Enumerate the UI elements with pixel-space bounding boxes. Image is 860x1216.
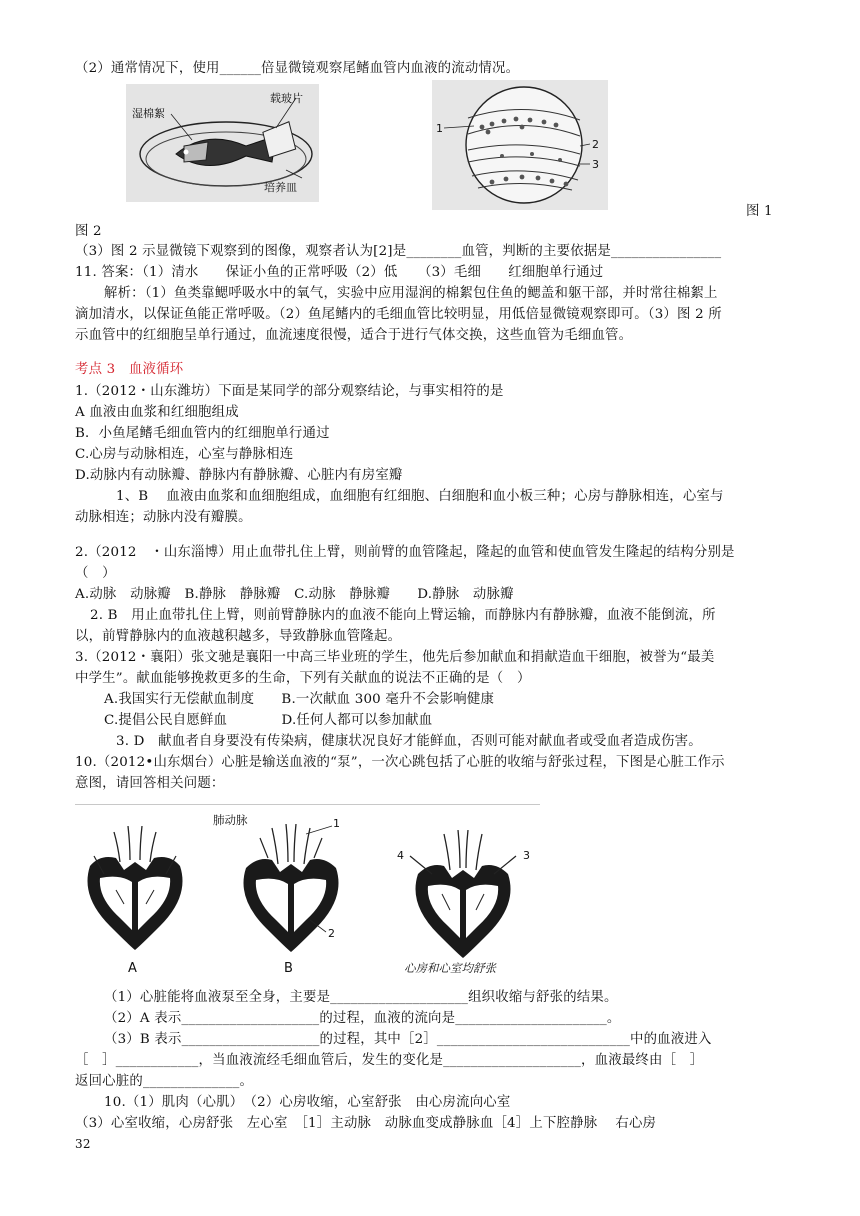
q10-part-2: （2）A 表示____________________的过程，血液的流向是______________________。: [104, 1011, 621, 1026]
q3b-answer: 3. D 献血者自身要没有传染病，健康状况良好才能鲜血，否则可能对献血者或受血者造成伤害。: [116, 734, 702, 749]
q1-answer-line-1: 1、B 血液由血浆和血细胞组成，血细胞有红细胞、白细胞和血小板三种；心房与静脉相连，心室与: [116, 489, 724, 504]
q1-option-b: B．小鱼尾鳍毛细血管内的红细胞单行通过: [75, 426, 330, 441]
q10-part-3-line-2: ［ ］____________，当血液流经毛细血管后，发生的变化是____________________，血液最终由［ ］: [75, 1053, 704, 1068]
heart-label-3: 3: [523, 849, 530, 862]
q10-answer-line-2: （3）心室收缩，心房舒张 左心室 ［1］主动脉 动脉血变成静脉血［4］上下腔静脉 右心房: [75, 1116, 657, 1131]
q1-option-c: C.心房与动脉相连，心室与静脉相连: [75, 447, 294, 462]
divider-line: [75, 804, 540, 805]
figure-2-caption: 图 2: [75, 224, 102, 239]
q3b-options-ab: A.我国实行无偿献血制度 B.一次献血 300 毫升不会影响健康: [104, 692, 495, 707]
explanation-11-line-2: 滴加清水，以保证鱼能正常呼吸。（2）鱼尾鳍内的毛细血管比较明显，用低倍显微镜观察即可。（3）图 2 所: [75, 307, 722, 322]
q10-part-3-line-3: 返回心脏的______________。: [75, 1074, 254, 1089]
q10-answer-line-1: 10.（1）肌肉（心肌） （2）心房收缩，心室舒张 由心房流向心室: [104, 1095, 511, 1110]
label-2: 2: [592, 138, 599, 151]
q1-option-a: A 血液由血浆和红细胞组成: [75, 405, 239, 420]
figure-1-caption: 图 1: [746, 204, 773, 219]
q2b-answer-line-1: 2. B 用止血带扎住上臂，则前臂静脉内的血液不能向上臂运输，而静脉内有静脉瓣，血液不能倒流，所: [90, 608, 716, 623]
label-pulmonary-artery: 肺动脉: [213, 813, 248, 827]
section-title: 考点 3 血液循环: [75, 362, 184, 377]
q1-answer-line-2: 动脉相连；动脉内没有瓣膜。: [75, 510, 252, 525]
question-2-line: （2）通常情况下，使用______倍显微镜观察尾鳍血管内血液的流动情况。: [75, 61, 520, 76]
q10-stem-line-2: 意图，请回答相关问题：: [75, 776, 225, 791]
label-1: 1: [436, 122, 443, 135]
q2b-options: A.动脉 动脉瓣 B.静脉 静脉瓣 C.动脉 静脉瓣 D.静脉 动脉瓣: [75, 587, 514, 602]
heart-label-2: 2: [328, 927, 335, 940]
answer-11: 11. 答案：（1）清水 保证小鱼的正常呼吸（2）低 （3）毛细 红细胞单行通过: [75, 265, 604, 280]
q3b-options-cd: C.提倡公民自愿鲜血 D.任何人都可以参加献血: [104, 713, 433, 728]
microscope-view-figure: [432, 80, 608, 210]
heart-label-b: B: [284, 961, 293, 976]
q2b-stem-line-1: 2.（2012 ・山东淄博）用止血带扎住上臂，则前臂的血管隆起，隆起的血管和使血管发生隆起的结构分别是: [75, 545, 735, 560]
heart-label-1: 1: [333, 817, 340, 830]
label-cover-slide: 载玻片: [270, 92, 303, 105]
label-wet-cotton: 湿棉絮: [132, 107, 165, 120]
heart-label-a: A: [128, 961, 137, 976]
q1-option-d: D.动脉内有动脉瓣、静脉内有静脉瓣、心脏内有房室瓣: [75, 468, 403, 483]
q3b-stem-line-2: 中学生”。献血能够挽救更多的生命，下列有关献血的说法不正确的是（ ）: [75, 671, 531, 686]
q2b-stem-line-2: （ ）: [75, 566, 116, 581]
label-3: 3: [592, 158, 599, 171]
heart-diagram-c: [404, 830, 522, 960]
q2b-answer-line-2: 以，前臂静脉内的血液越积越多，导致静脉血管隆起。: [75, 629, 402, 644]
q10-part-1: （1）心脏能将血液泵至全身，主要是____________________组织收缩与舒张的结果。: [104, 990, 618, 1005]
label-petri-dish: 培养皿: [264, 181, 297, 194]
q1-stem: 1.（2012・山东潍坊）下面是某同学的部分观察结论，与事实相符的是: [75, 384, 504, 399]
question-3-line: （3）图 2 示显微镜下观察到的图像，观察者认为[2]是________血管，判断的主要依据是________________: [75, 244, 722, 259]
page-number: 32: [75, 1137, 91, 1151]
q3b-stem-line-1: 3.（2012・襄阳）张文驰是襄阳一中高三毕业班的学生，他先后参加献血和捐献造血干细胞，被誉为“最美: [75, 650, 715, 665]
heart-caption-c: 心房和心室均舒张: [404, 961, 496, 975]
q10-part-3-line-1: （3）B 表示____________________的过程，其中［2］____________________________中的血液进入: [104, 1032, 712, 1047]
q10-stem-line-1: 10.（2012•山东烟台）心脏是输送血液的“泵”，一次心跳包括了心脏的收缩与舒张过程，下图是心脏工作示: [75, 755, 725, 770]
explanation-11-line-1: 解析：（1）鱼类靠鳃呼吸水中的氧气，实验中应用湿润的棉絮包住鱼的鳃盖和躯干部，并时常往棉絮上: [104, 286, 718, 301]
heart-label-4: 4: [397, 849, 404, 862]
explanation-11-line-3: 示血管中的红细胞呈单行通过，血流速度很慢，适合于进行气体交换，这些血管为毛细血管。: [75, 328, 633, 343]
heart-diagram-a: [80, 826, 190, 954]
